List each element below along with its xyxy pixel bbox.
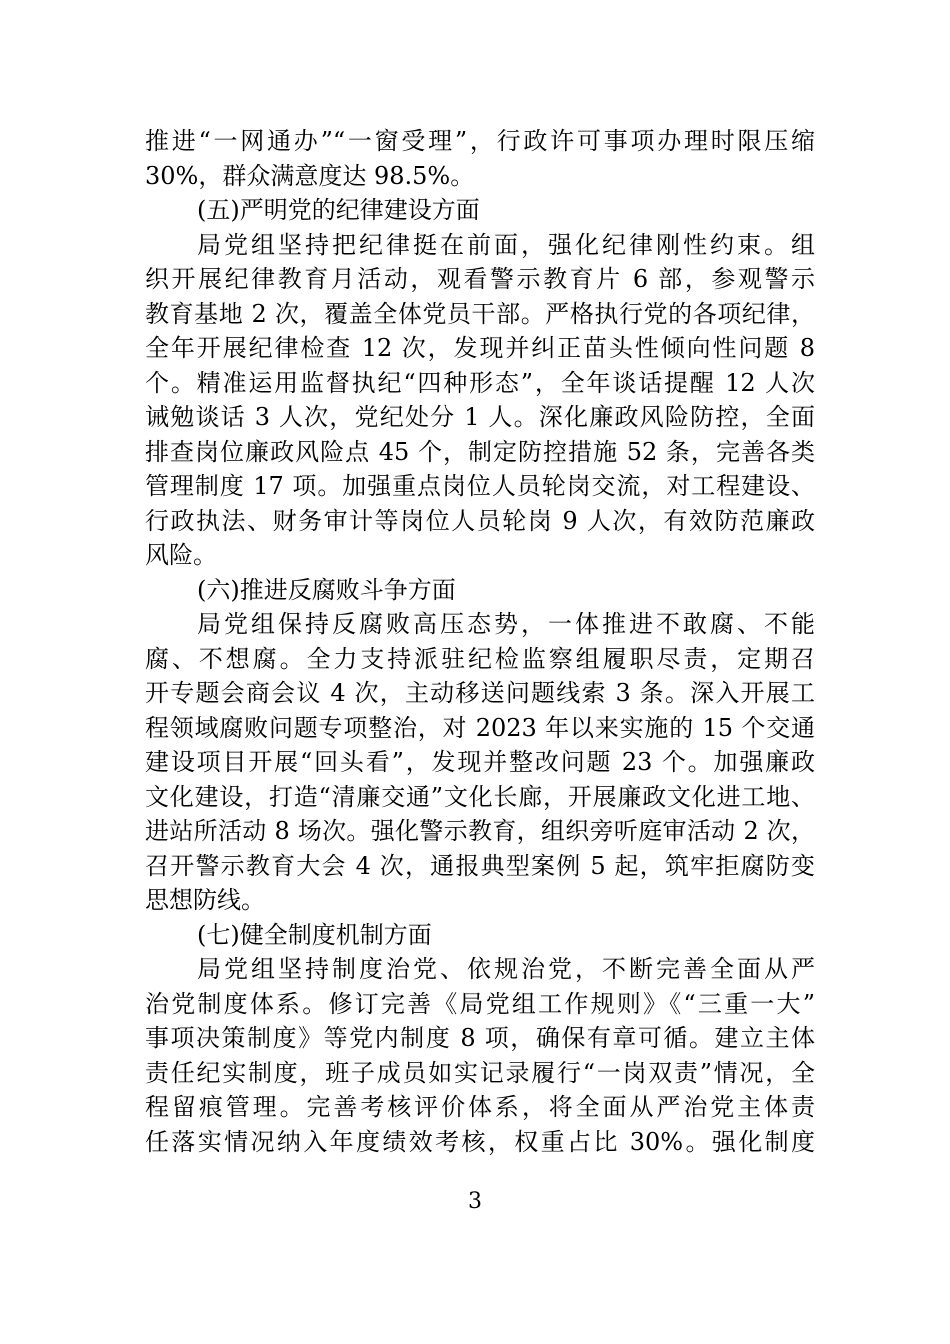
paragraph-line: 诫勉谈话 3 人次，党纪处分 1 人。深化廉政风险防控，全面 [145, 403, 815, 431]
paragraph-line: 程留痕管理。完善考核评价体系，将全面从严治党主体责 [145, 1093, 815, 1121]
paragraph-line: 排查岗位廉政风险点 45 个，制定防控措施 52 条，完善各类 [145, 437, 815, 466]
paragraph-line: 程领域腐败问题专项整治，对 2023 年以来实施的 15 个交通 [145, 713, 815, 742]
section-heading-7: (七)健全制度机制方面 [197, 920, 432, 949]
paragraph-line: 管理制度 17 项。加强重点岗位人员轮岗交流，对工程建设、 [145, 472, 815, 500]
paragraph-line: 思想防线。 [145, 886, 265, 914]
paragraph-line: 开专题会商会议 4 次，主动移送问题线索 3 条。深入开展工 [145, 679, 815, 707]
document-body [145, 124, 815, 1159]
paragraph-line: 织开展纪律教育月活动，观看警示教育片 6 部，参观警示 [145, 265, 815, 293]
paragraph-line: 建设项目开展“回头看”，发现并整改问题 23 个。加强廉政 [145, 748, 815, 776]
paragraph-line: 风险。 [145, 541, 217, 569]
paragraph-line: 进站所活动 8 场次。强化警示教育，组织旁听庭审活动 2 次， [145, 817, 815, 845]
paragraph-line: 局党组坚持把纪律挺在前面，强化纪律刚性约束。组 [197, 230, 815, 259]
paragraph-line: 教育基地 2 次，覆盖全体党员干部。严格执行党的各项纪律， [145, 299, 815, 328]
paragraph-line: 任落实情况纳入年度绩效考核，权重占比 30%。强化制度 [145, 1127, 815, 1156]
paragraph-line: 个。精准运用监督执纪“四种形态”，全年谈话提醒 12 人次 [145, 368, 815, 397]
page-number: 3 [468, 1189, 482, 1214]
paragraph-line: 事项决策制度》等党内制度 8 项，确保有章可循。建立主体 [145, 1024, 815, 1052]
body-line: 推进“一网通办”“一窗受理”，行政许可事项办理时限压缩 [145, 127, 815, 155]
paragraph-line: 腐、不想腐。全力支持派驻纪检监察组履职尽责，定期召 [145, 644, 815, 673]
paragraph-line: 治党制度体系。修订完善《局党组工作规则》《“三重一大” [145, 989, 815, 1018]
paragraph-line: 局党组坚持制度治党、依规治党，不断完善全面从严 [197, 955, 815, 983]
paragraph-line: 局党组保持反腐败高压态势，一体推进不敢腐、不能 [197, 610, 815, 638]
paragraph-line: 行政执法、财务审计等岗位人员轮岗 9 人次，有效防范廉政 [145, 506, 815, 535]
paragraph-line: 召开警示教育大会 4 次，通报典型案例 5 起，筑牢拒腐防变 [145, 851, 815, 880]
body-line: 30%，群众满意度达 98.5%。 [145, 161, 475, 190]
paragraph-line: 文化建设，打造“清廉交通”文化长廊，开展廉政文化进工地、 [145, 782, 815, 811]
paragraph-line: 全年开展纪律检查 12 次，发现并纠正苗头性倾向性问题 8 [145, 334, 815, 362]
paragraph-line: 责任纪实制度，班子成员如实记录履行“一岗双责”情况，全 [145, 1058, 815, 1087]
section-heading-6: (六)推进反腐败斗争方面 [197, 575, 456, 604]
section-heading-5: (五)严明党的纪律建设方面 [197, 196, 480, 224]
